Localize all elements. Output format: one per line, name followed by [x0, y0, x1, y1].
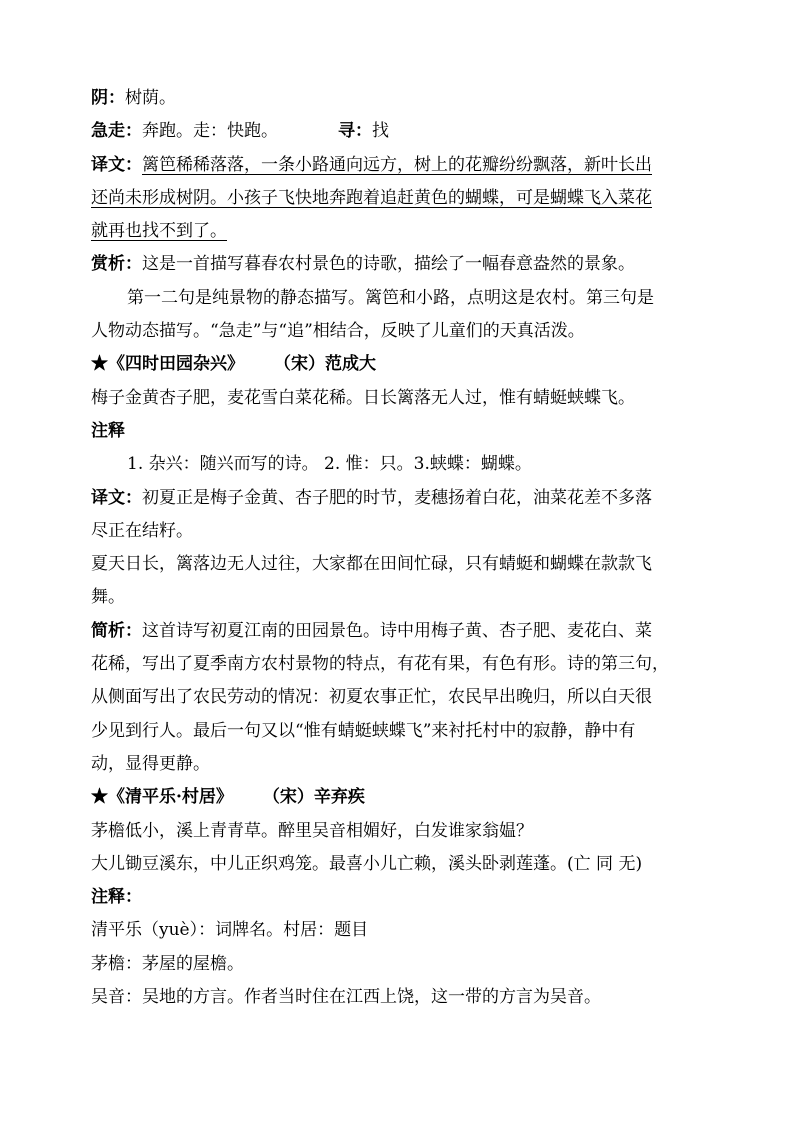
term-label: 急走： [91, 121, 142, 142]
text-line [91, 248, 711, 281]
paragraph-text: 人物动态描写。“急走”与“追”相结合，反映了儿童们的天真活泼。 [91, 321, 585, 342]
text-line [91, 182, 711, 215]
poem-author: （宋）范成大 [274, 354, 376, 375]
poem-text: 大儿锄豆溪东，中儿正织鸡笼。最喜小儿亡赖，溪头卧剥莲蓬。(亡 同 无) [91, 853, 643, 874]
text-line [91, 215, 711, 248]
notes-heading: 注释 [91, 420, 125, 441]
poem-text: 茅檐低小，溪上青青草。醉里吴音相媚好，白发谁家翁媪？ [91, 820, 533, 841]
poem-text-line [91, 815, 711, 848]
poem-title: ★《清平乐·村居》 [91, 787, 233, 808]
translation-text: 尽正在结籽。 [91, 520, 193, 541]
text-line [91, 914, 711, 947]
text-line [91, 548, 711, 581]
text-line [91, 448, 711, 481]
notes-text: 1. 杂兴：随兴而写的诗。 2. 惟：只。3.蛱蝶：蝴蝶。 [127, 454, 532, 475]
text-line [91, 82, 711, 115]
text-line [91, 681, 711, 714]
poem-text: 梅子金黄杏子肥，麦花雪白菜花稀。日长篱落无人过，惟有蜻蜓蛱蝶飞。 [91, 387, 635, 408]
term-label: 阴： [91, 88, 125, 108]
document-body [91, 82, 711, 1014]
poem-text-line [91, 848, 711, 881]
analysis-text: 少见到行人。最后一句又以“惟有蜻蜓蛱蝶飞”来衬托村中的寂静，静中有 [91, 720, 636, 741]
notes-text: 清平乐（yuè）：词牌名。村居：题目 [91, 920, 369, 941]
appreciation-text: 这是一首描写暮春农村景色的诗歌，描绘了一幅春意盎然的景象。 [142, 254, 635, 275]
poem-heading [91, 348, 711, 381]
poem-author: （宋）辛弃疾 [262, 787, 365, 808]
text-line [91, 282, 711, 315]
text-line [91, 482, 711, 515]
analysis-label: 简析： [91, 620, 142, 641]
analysis-text: 动，显得更静。 [91, 753, 210, 774]
poem-heading [91, 781, 711, 814]
term-label: 寻： [338, 121, 372, 142]
notes-heading: 注释： [91, 887, 142, 908]
translation-text: 篱笆稀稀落落，一条小路通向远方，树上的花瓣纷纷飘落，新叶长出 [142, 154, 652, 175]
term-text: 找 [372, 121, 389, 142]
notes-text: 吴音：吴地的方言。作者当时住在江西上饶，这一带的方言为吴音。 [91, 987, 601, 1008]
translation-text: 夏天日长，篱落边无人过往，大家都在田间忙碌，只有蜻蜓和蝴蝶在款款飞 [91, 554, 652, 575]
text-line [91, 315, 711, 348]
translation-label: 译文： [91, 487, 142, 508]
text-line [91, 948, 711, 981]
appreciation-label: 赏析： [91, 254, 142, 275]
text-line [91, 515, 711, 548]
text-line [91, 648, 711, 681]
translation-text: 就再也找不到了。 [91, 221, 227, 242]
text-line [91, 115, 711, 148]
poem-title: ★《四时田园杂兴》 [91, 354, 244, 375]
paragraph-text: 第一二句是纯景物的静态描写。篱笆和小路，点明这是农村。第三句是 [127, 287, 654, 308]
text-line [91, 981, 711, 1014]
translation-label: 译文： [91, 154, 142, 175]
analysis-text: 这首诗写初夏江南的田园景色。诗中用梅子黄、杏子肥、麦花白、菜 [142, 620, 652, 641]
poem-text-line [91, 382, 711, 415]
analysis-text: 花稀，写出了夏季南方农村景物的特点，有花有果，有色有形。诗的第三句， [91, 654, 669, 675]
term-text: 树荫。 [125, 88, 176, 108]
translation-text: 初夏正是梅子金黄、杏子肥的时节，麦穗扬着白花，油菜花差不多落 [142, 487, 652, 508]
text-line [91, 615, 711, 648]
text-line [91, 748, 711, 781]
translation-text: 舞。 [91, 587, 125, 608]
text-line [91, 581, 711, 614]
notes-text: 茅檐：茅屋的屋檐。 [91, 953, 244, 974]
analysis-text: 从侧面写出了农民劳动的情况：初夏农事正忙，农民早出晚归，所以白天很 [91, 687, 652, 708]
text-line [91, 715, 711, 748]
translation-text: 还尚未形成树阴。小孩子飞快地奔跑着追赶黄色的蝴蝶，可是蝴蝶飞入菜花 [91, 187, 652, 208]
term-text: 奔跑。走：快跑。 [142, 121, 278, 142]
text-line [91, 149, 711, 182]
